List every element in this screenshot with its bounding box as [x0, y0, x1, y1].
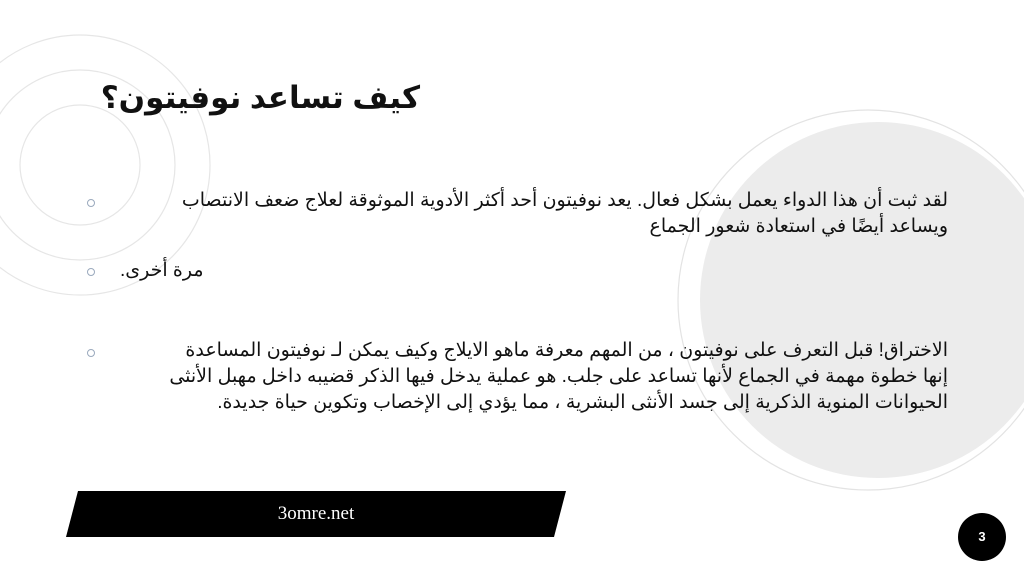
decorative-ring-outer	[0, 35, 210, 295]
bullet-paragraph-3	[120, 338, 948, 416]
paragraph-line: مرة أخرى.	[120, 260, 204, 281]
paragraph-line: ويساعد أيضًا في استعادة شعور الجماع	[649, 216, 948, 237]
decorative-filled-circle	[700, 122, 1024, 478]
page-number-badge: 3	[958, 513, 1006, 561]
bullet-paragraph-1	[120, 188, 948, 240]
bullet-marker	[87, 349, 95, 357]
bullet-marker	[87, 268, 95, 276]
bullet-marker	[87, 199, 95, 207]
footer-banner	[66, 491, 566, 537]
paragraph-line: الحيوانات المنوية الذكرية إلى جسد الأنثى البشرية ، مما يؤدي إلى الإخصاب وتكوين حياة جديدة.	[217, 392, 948, 413]
paragraph-line: الاختراق! قبل التعرف على نوفيتون ، من المهم معرفة ماهو الايلاج وكيف يمكن لـ نوفيتون المساعدة	[185, 340, 948, 361]
banner-site-name: 3omre.net	[277, 503, 355, 524]
slide-title: كيف تساعد نوفيتون؟	[100, 80, 420, 115]
paragraph-line: لقد ثبت أن هذا الدواء يعمل بشكل فعال. يعد نوفيتون أحد أكثر الأدوية الموثوقة لعلاج ضعف الانتصاب	[181, 190, 948, 211]
paragraph-line: إنها خطوة مهمة في الجماع لأنها تساعد على جلب. هو عملية يدخل فيها الذكر قضيبه داخل مهبل الأنثى	[169, 366, 948, 387]
bullet-paragraph-2	[120, 258, 948, 284]
